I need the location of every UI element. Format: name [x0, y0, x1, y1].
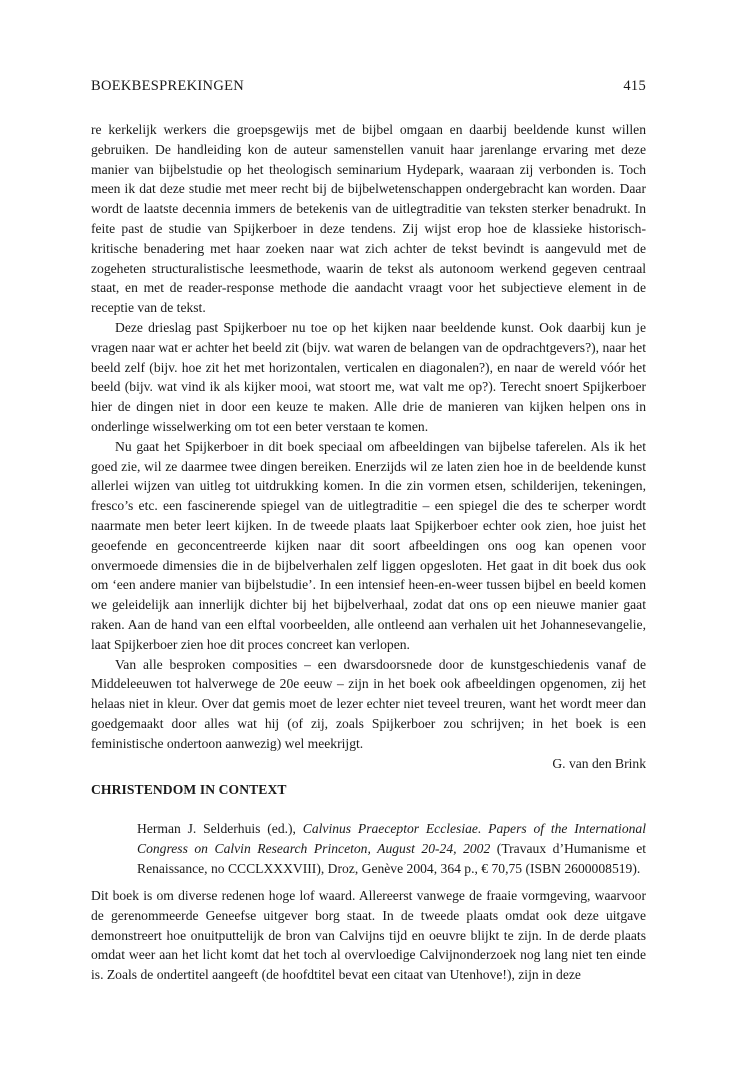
paragraph-3: Nu gaat het Spijkerboer in dit boek speciaal om afbeeldingen van bijbelse taferelen. Als ik het goed zie, wil ze daarmee twee dingen bereiken. Enerzijds wil ze laten zien hoe in de beeldende kunst allerlei wijzen van uitleg tot uitdrukking komen. In die zin vormen etsen, schilderijen, tekeningen, fresco’s etc. een fascinerende spiegel van de uitlegtraditie – een spiegel die des te scherper wordt naarmate men beter leert kijken. In de tweede plaats laat Spijkerboer echter ook zien, hoe juist het geoefende en geconcentreerde kijken naar dit soort afbeeldingen ons oog kan openen voor onvermoede dimensies die in de bijbelverhalen zelf liggen opgesloten. Het gaat in dit boek dus ook om ‘een andere manier van bijbelstudie’. In een intensief heen-en-weer tussen bijbel en beeld komen we geleidelijk aan innerlijk dichter bij het bijbelverhaal, zodat dat ons op een nieuwe manier gaat raken. Aan de hand van een elftal voorbeelden, alle ontleend aan verhalen uit het Johannesevangelie, laat Spijkerboer zien hoe dit proces concreet kan verlopen.: [91, 438, 646, 652]
page-number: 415: [623, 78, 646, 94]
paragraph-2: Deze drieslag past Spijkerboer nu toe op het kijken naar beeldende kunst. Ook daarbij kun je vragen naar wat er achter het beeld zit (bijv. wat waren de belangen van de opdrachtgevers?), naar het beeld zelf (bijv. hoe zit het met horizontalen, verticalen en diagonalen?), en naar de wereld vóór het beeld (bijv. wat vind ik als kijker mooi, wat stoort me, wat valt me op?). Terecht snoert Spijkerboer hier de dingen niet in door een keuze te maken. Alle drie de manieren van kijken helpen ons in onderlinge wisselwerking om tot een beter verstaan te komen.: [91, 319, 646, 434]
review-body-1: [91, 120, 646, 773]
paragraph-4: Van alle besproken composities – een dwarsdoorsnede door de kunstgeschiedenis vanaf de Middeleeuwen tot halverwege de 20e eeuw – zijn in het boek ook afbeeldingen opgenomen, zij het helaas niet in kleur. Over dat gemis moet de lezer echter niet teveel treuren, want het wordt meer dan goedgemaakt door alles wat hij (of zij, zoals Spijkerboer zou schrijven; in het boek is een feministische ondertoon aanwezig) wel meekrijgt.: [91, 656, 646, 751]
paragraph-1: re kerkelijk werkers die groepsgewijs met de bijbel omgaan en daarbij beeldende kunst willen gebruiken. De handleiding kon de auteur samenstellen vanuit haar jarenlange ervaring met deze manier van bijbelstudie op het theologisch seminarium Hydepark, waaraan zij verbonden is. Toch meen ik dat deze studie met meer recht bij de bijbelwetenschappen ondergebracht kan worden. Daar wordt de laatste decennia immers de betekenis van de uitlegtraditie van teksten sterker benadrukt. In feite past de studie van Spijkerboer in deze tendens. Zij wijst erop hoe de klassieke historisch-kritische benadering met haar zoeken naar wat zich achter de tekst bevindt is aangevuld met de zogeheten structuralistische leesmethode, waarin de tekst als autonoom werkend gegeven centraal staat, en met de reader-response methode die aandacht vraagt voor het subjectieve element in de receptie van de tekst.: [91, 122, 646, 316]
paragraph-5: Dit boek is om diverse redenen hoge lof waard. Allereerst vanwege de fraaie vormgeving, waarvoor de gerenommeerde Geneefse uitgever borg staat. In de tweede plaats omdat ook deze uitgave demonstreert hoe onuitputtelijk de bron van Calvijns tijd en oeuvre blijkt te zijn. In de derde plaats omdat weer aan het licht komt dat het toch al overvloedige Calvijnonderzoek nog lang niet ten einde is. Zoals de ondertitel aangeeft (de hoofdtitel bevat een citaat van Utenhove!), zijn in deze: [91, 888, 646, 983]
reference-details: (Travaux d’Humanisme et Renaissance, no CCCLXXXVIII), Droz, Genève 2004, 364 p., € 70,75 (ISBN 2600008519).: [137, 840, 646, 876]
reviewer-signature: G. van den Brink: [552, 755, 646, 771]
section-title: CHRISTENDOM IN CONTEXT: [91, 782, 287, 797]
running-header: [91, 78, 646, 95]
reference-author: Herman J. Selderhuis (ed.),: [137, 821, 303, 836]
reference-title: Calvinus Praeceptor Ecclesiae. Papers of the International Congress on Calvin Research Princeton, August 20-24, 2002: [137, 821, 646, 856]
book-reference: [137, 819, 646, 878]
review-body-2: [91, 886, 646, 985]
running-title: BOEKBESPREKINGEN: [91, 78, 245, 94]
